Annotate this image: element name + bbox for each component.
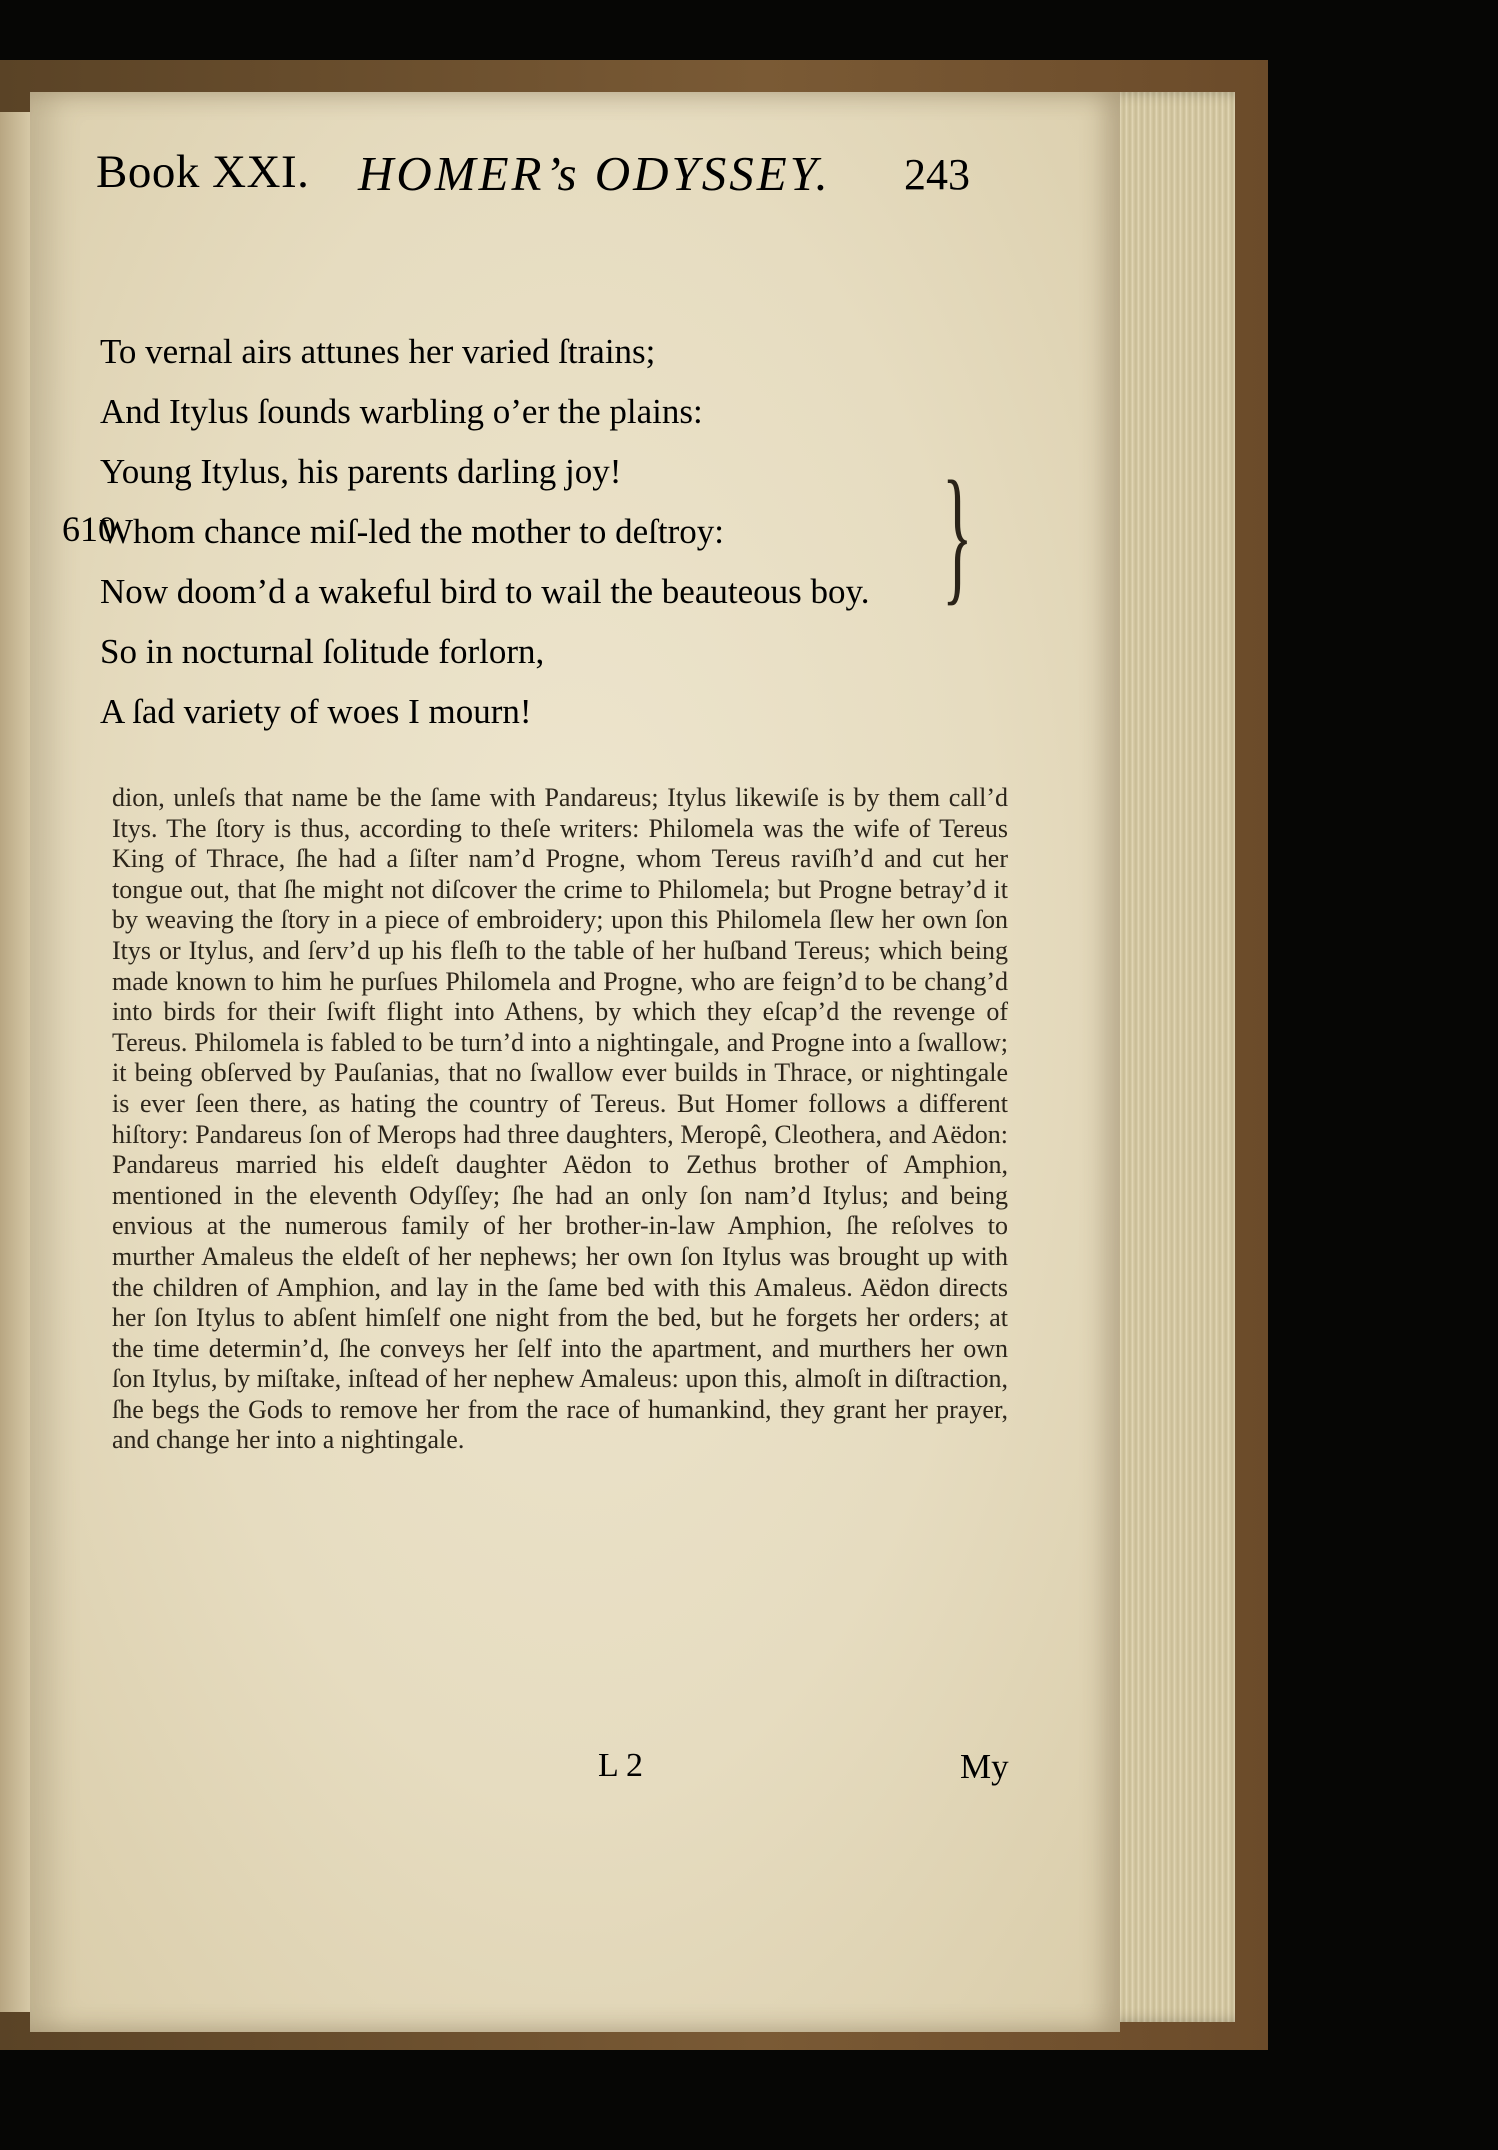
running-title: HOMER’s ODYSSEY. bbox=[358, 146, 831, 201]
running-header bbox=[96, 145, 996, 225]
book-number: Book XXI. bbox=[96, 146, 310, 198]
verse-line: Whom chance miſ-led the mother to deſtroy: bbox=[100, 512, 724, 551]
catchword: My bbox=[960, 1747, 1009, 1786]
signature-mark: L 2 bbox=[598, 1747, 644, 1784]
footnote bbox=[112, 783, 1008, 1456]
page-number: 243 bbox=[904, 150, 970, 199]
verse-line: To vernal airs attunes her varied ſtrains; bbox=[100, 332, 656, 371]
triplet-brace: } bbox=[942, 450, 973, 618]
verse-line: And Itylus ſounds warbling o’er the plains: bbox=[100, 392, 703, 431]
verse-line: A ſad variety of woes I mourn! bbox=[100, 692, 532, 731]
footnote-text: dion, unleſs that name be the ſame with Pandareus; Itylus likewiſe is by them call’d Itys. The ſtory is thus, according to theſe writers: Philomela was the wife of Tereus King of Thrace, ſhe had a ſiſter nam’d Progne, whom Tereus raviſh’d and cut her tongue out, that ſhe might not diſcover the crime to Philomela; but Progne betray’d it by weaving the ſtory in a piece of embroidery; upon this Philomela ſlew her own ſon Itys or Itylus, and ſerv’d up his fleſh to the table of her huſband Tereus; which being made known to him he purſues Philomela and Progne, who are feign’d to be chang’d into birds for their ſwift flight into Athens, by which they eſcap’d the revenge of Tereus. Philomela is fabled to be turn’d into a nightingale, and Progne into a ſwallow; it being obſerved by Pauſanias, that no ſwallow ever builds in Thrace, or nightingale is ever ſeen there, as hating the country of Tereus. But Homer follows a different hiſtory: Pandareus ſon of Merops had three daughters, Meropê, Cleothera, and Aëdon: Pandareus married his eldeſt daughter Aëdon to Zethus brother of Amphion, mentioned in the eleventh Odyſſey; ſhe had an only ſon nam’d Itylus; and being envious at the numerous family of her brother-in-law Amphion, ſhe reſolves to murther Amaleus the eldeſt of her nephews; her own ſon Itylus was brought up with the children of Amphion, and lay in the ſame bed with this Amaleus. Aëdon directs her ſon Itylus to abſent himſelf one night from the bed, but he forgets her orders; at the time determin’d, ſhe conveys her ſelf into the apartment, and murthers her own ſon Itylus, by miſtake, inſtead of her nephew Amaleus: upon this, almoſt in diſtraction, ſhe begs the Gods to remove her from the race of humankind, they grant her prayer, and change her into a nightingale. bbox=[112, 783, 1008, 1455]
facing-page-edge bbox=[0, 112, 32, 2012]
verse-line: Now doom’d a wakeful bird to wail the beauteous boy. bbox=[100, 572, 870, 611]
verse-line: So in nocturnal ſolitude forlorn, bbox=[100, 632, 545, 671]
verse-line: Young Itylus, his parents darling joy! bbox=[100, 452, 622, 491]
line-number: 610 bbox=[62, 509, 116, 549]
